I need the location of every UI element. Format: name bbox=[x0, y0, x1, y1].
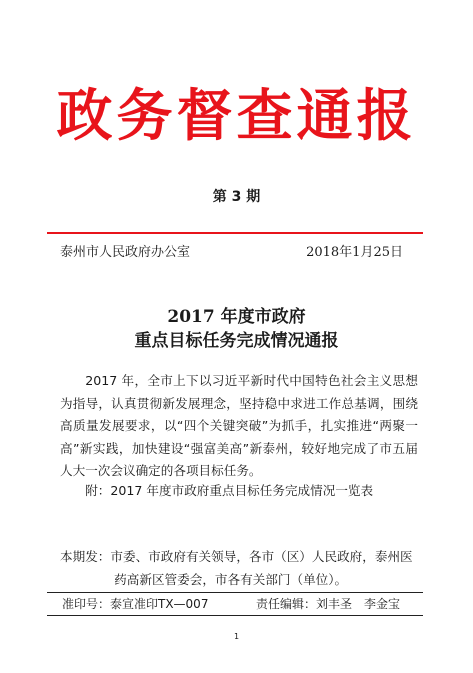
distribution-line2: 药高新区管委会，市各有关部门（单位）。 bbox=[114, 571, 348, 587]
footer-top-rule bbox=[47, 592, 423, 593]
issuer: 泰州市人民政府办公室 bbox=[60, 245, 191, 260]
report-title-line1: 2017 年度市政府 bbox=[167, 307, 306, 327]
print-permit-number: 准印号：泰宣准印TX—007 bbox=[62, 597, 209, 611]
issue-number: 第 3 期 bbox=[212, 189, 261, 205]
issue-date: 2018年1月25日 bbox=[306, 245, 403, 260]
distribution-line1: 本期发：市委、市政府有关领导，各市（区）人民政府，泰州医 bbox=[60, 549, 413, 564]
page-number: 1 bbox=[233, 632, 240, 641]
red-divider bbox=[47, 232, 423, 234]
masthead-title: 政务督查通报 bbox=[56, 83, 417, 149]
report-body: 2017 年，全市上下以习近平新时代中国特色社会主义思想为指导，认真贯彻新发展理念，坚持稳中求进工作总基调，围绕高质量发展要求，以“四个关键突破”为抓手，扎实推进“两聚一高”新实践，加快建设“强富美高”新泰州，较好地完成了市五届人大一次会议确定的各项目标任务。 bbox=[60, 373, 418, 478]
attachment-note: 附：2017 年度市政府重点目标任务完成情况一览表 bbox=[85, 483, 374, 498]
distribution-list bbox=[60, 546, 422, 591]
responsible-editors: 责任编辑：刘丰圣 李金宝 bbox=[256, 597, 401, 611]
report-title-line2: 重点目标任务完成情况通报 bbox=[134, 331, 339, 351]
footer-bottom-rule bbox=[47, 615, 423, 616]
